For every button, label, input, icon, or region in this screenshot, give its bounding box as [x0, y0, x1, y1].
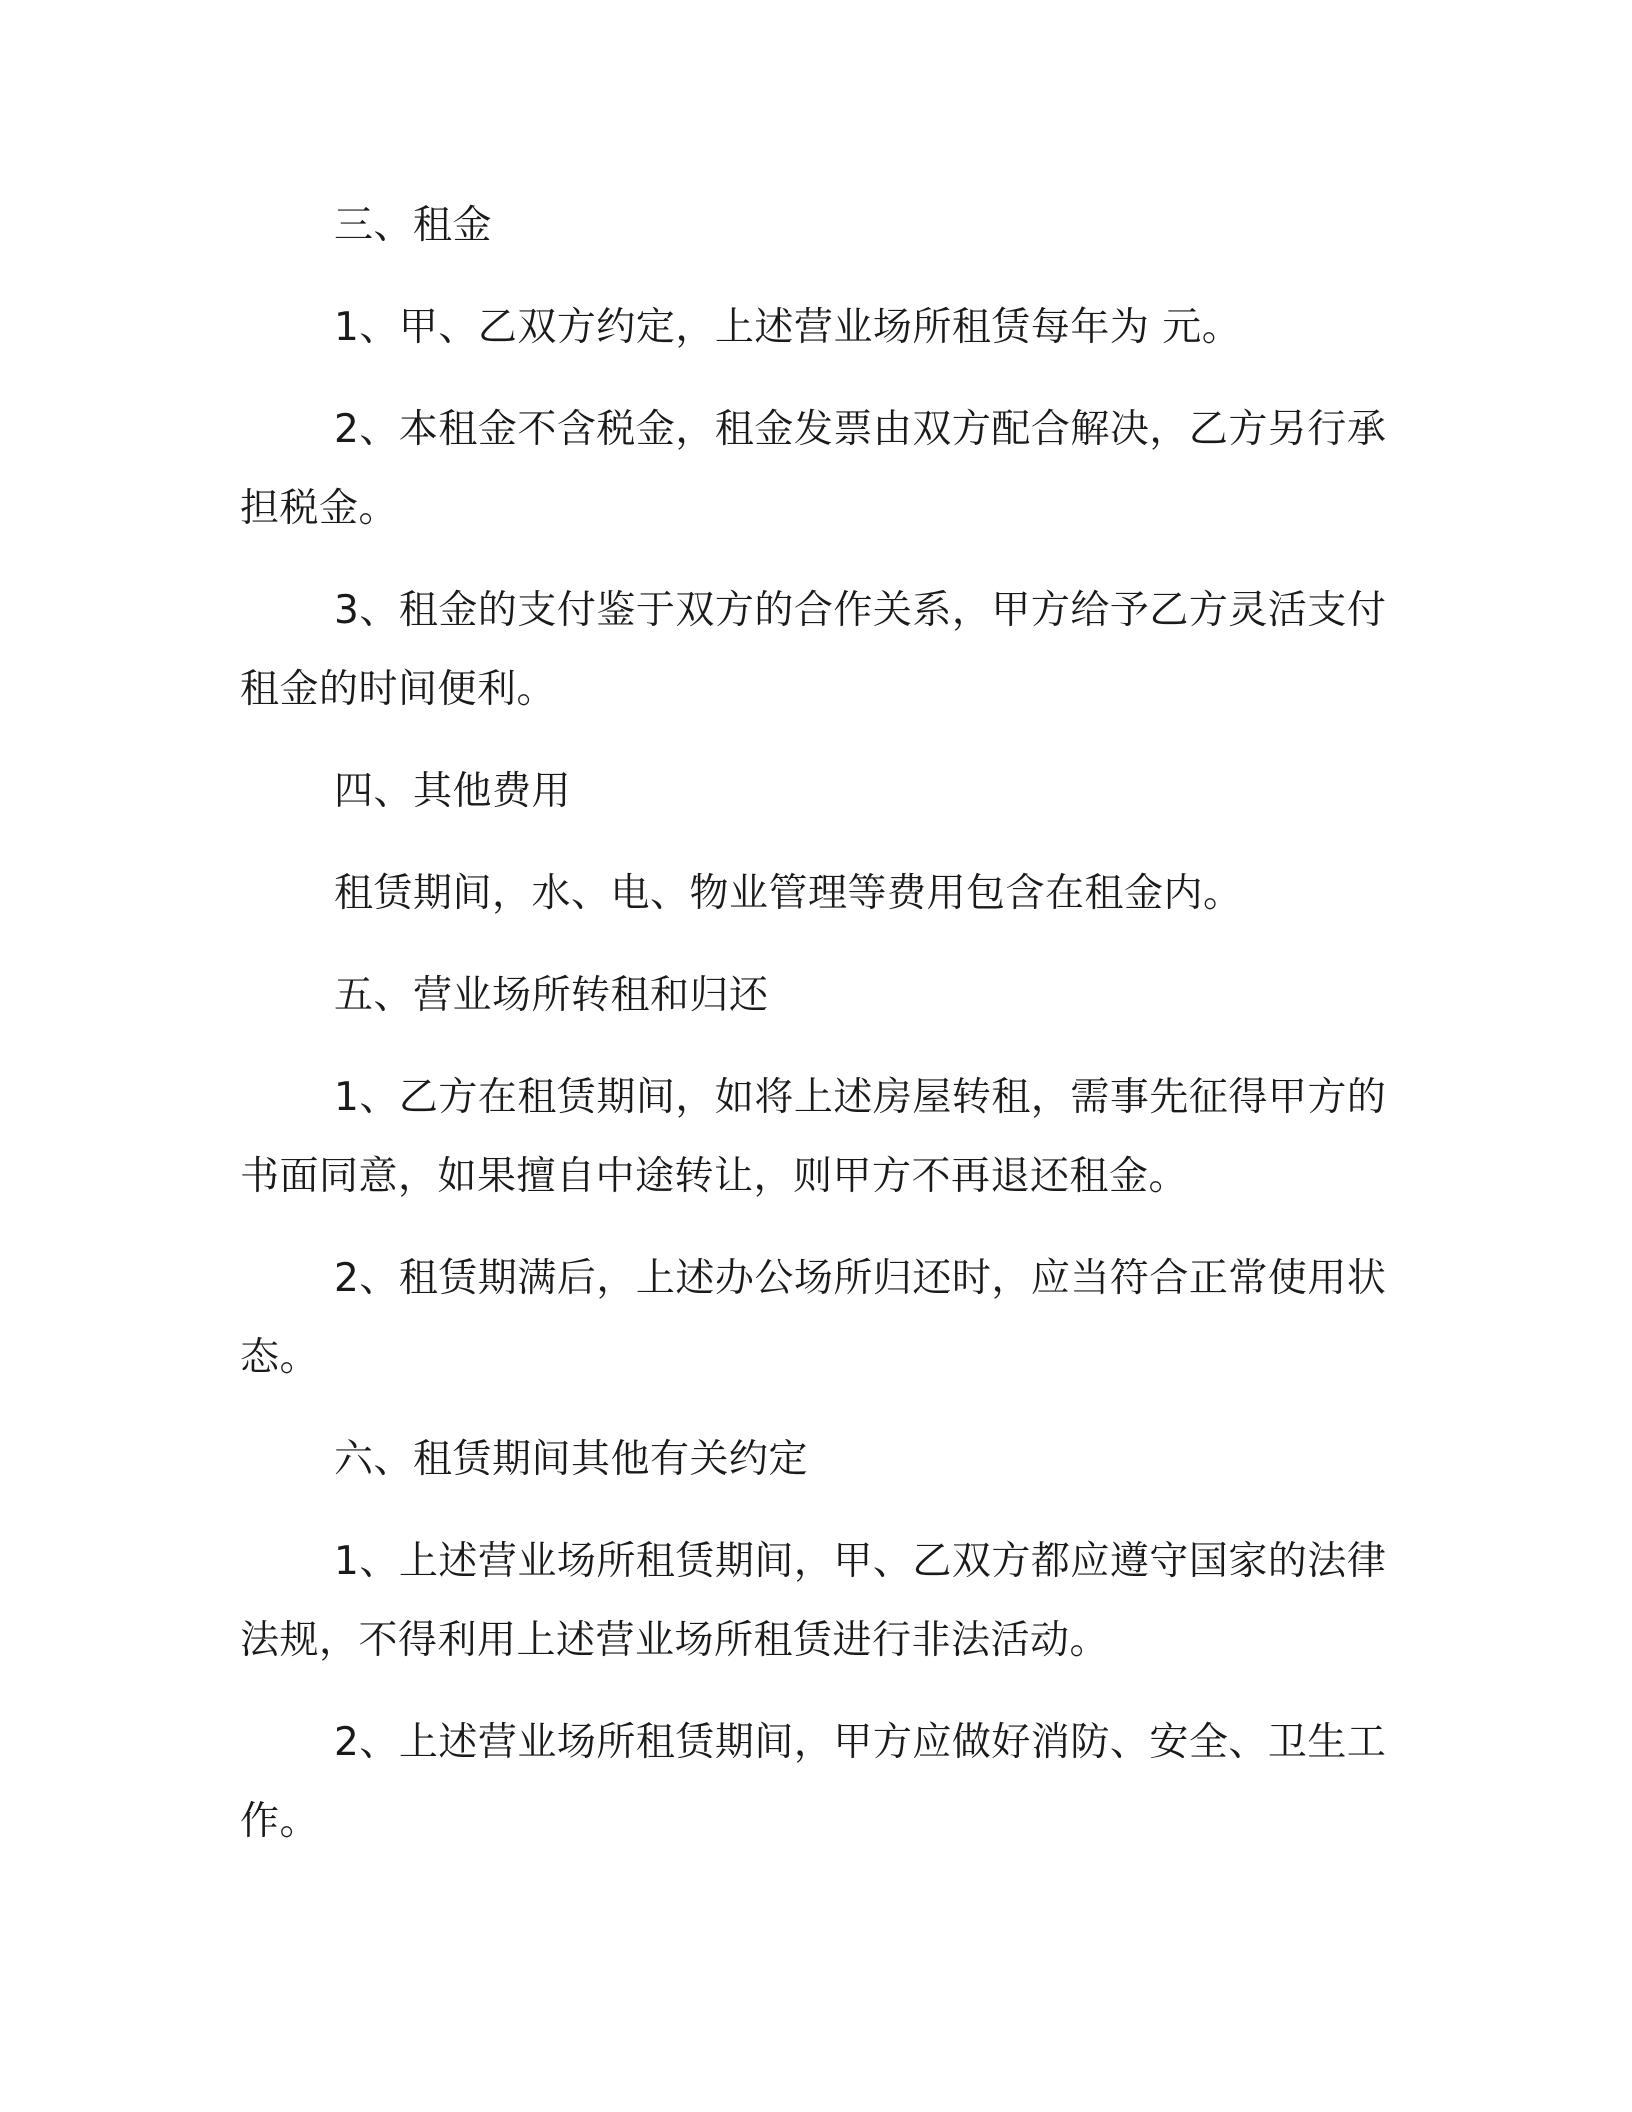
rent-clause-3: 3、租金的支付鉴于双方的合作关系，甲方给予乙方灵活支付租金的时间便利。	[240, 588, 1387, 712]
sublease-clause-1: 1、乙方在租赁期间，如将上述房屋转租，需事先征得甲方的书面同意，如果擅自中途转让，则甲方不再退还租金。	[240, 1075, 1387, 1199]
other-fees-clause: 租赁期间，水、电、物业管理等费用包含在租金内。	[334, 871, 1243, 916]
section-heading-other-fees: 四、其他费用	[334, 769, 572, 814]
section-heading-rent: 三、租金	[334, 203, 493, 248]
rent-clause-1: 1、甲、乙双方约定，上述营业场所租赁每年为 元。	[334, 305, 1242, 350]
document-body	[240, 186, 1410, 1884]
agreement-clause-2: 2、上述营业场所租赁期间，甲方应做好消防、安全、卫生工作。	[240, 1720, 1387, 1844]
section-heading-sublease-return: 五、营业场所转租和归还	[334, 973, 769, 1018]
rent-clause-2: 2、本租金不含税金，租金发票由双方配合解决，乙方另行承担税金。	[240, 407, 1387, 531]
sublease-clause-2: 2、租赁期满后，上述办公场所归还时，应当符合正常使用状态。	[240, 1256, 1387, 1380]
agreement-clause-1: 1、上述营业场所租赁期间，甲、乙双方都应遵守国家的法律法规，不得利用上述营业场所租赁进行非法活动。	[240, 1539, 1387, 1663]
section-heading-other-agreements: 六、租赁期间其他有关约定	[334, 1437, 809, 1482]
